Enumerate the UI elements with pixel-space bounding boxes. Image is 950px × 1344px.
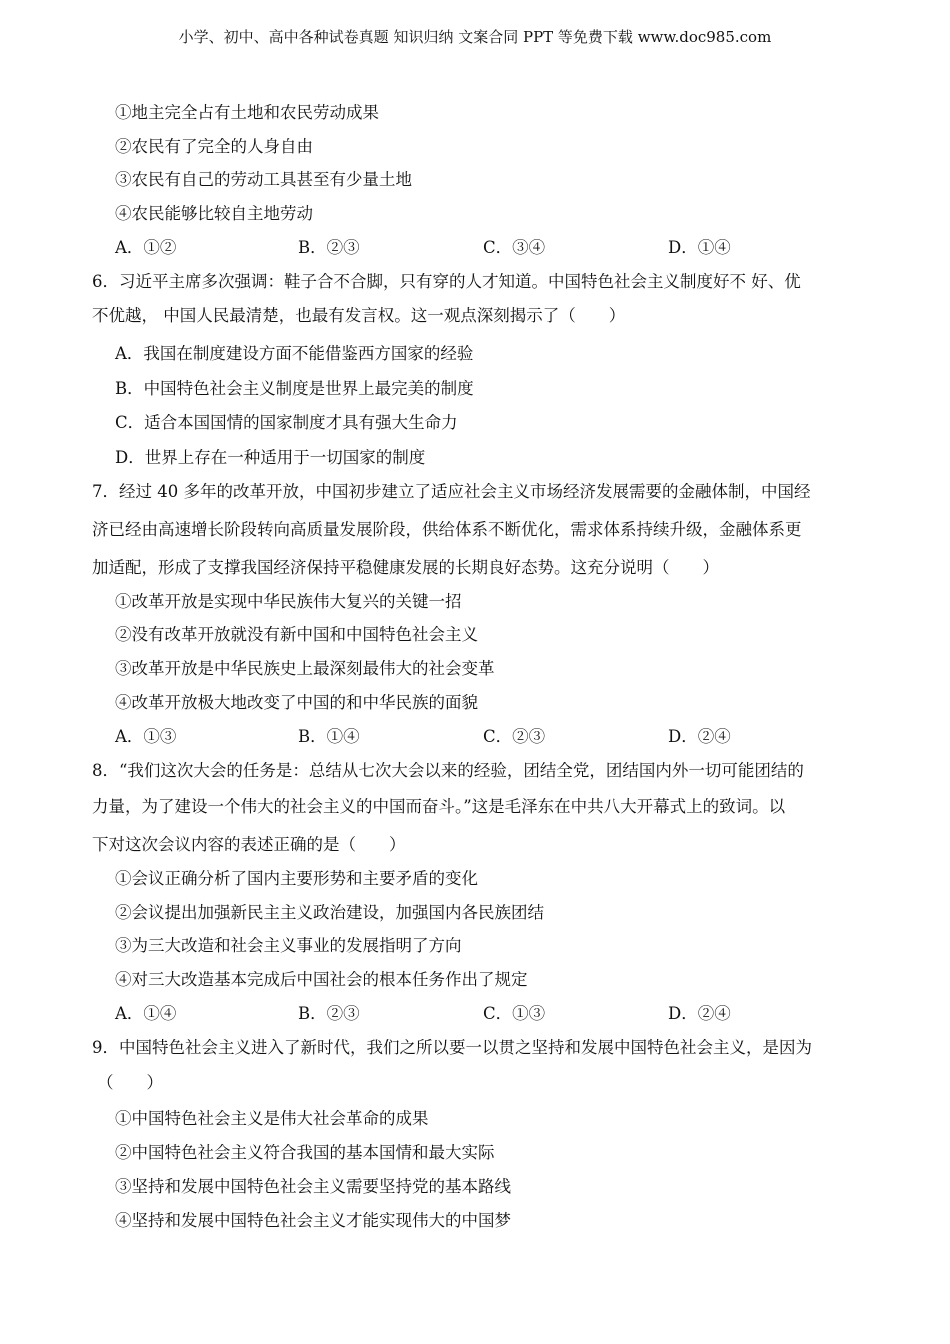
option-c: C．②③ xyxy=(483,727,546,746)
statement: ③坚持和发展中国特色社会主义需要坚持党的基本路线 xyxy=(115,1177,511,1196)
question-stem: 力量，为了建设一个伟大的社会主义的中国而奋斗。”这是毛泽东在中共八大开幕式上的致词。以 xyxy=(92,797,786,816)
statement: ②会议提出加强新民主主义政治建设，加强国内各民族团结 xyxy=(115,903,544,922)
option-b: B．中国特色社会主义制度是世界上最完美的制度 xyxy=(115,379,474,398)
statement: ①改革开放是实现中华民族伟大复兴的关键一招 xyxy=(115,592,462,611)
option-b: B．②③ xyxy=(298,1004,360,1023)
option-c: C．适合本国国情的国家制度才具有强大生命力 xyxy=(115,413,458,432)
option-a: A．①③ xyxy=(115,727,177,746)
page-header: 小学、初中、高中各种试卷真题 知识归纳 文案合同 PPT 等免费下载 www.doc985.com xyxy=(178,28,772,46)
option-d: D．世界上存在一种适用于一切国家的制度 xyxy=(115,448,426,467)
statement: ④改革开放极大地改变了中国的和中华民族的面貌 xyxy=(115,693,478,712)
statement: ③改革开放是中华民族史上最深刻最伟大的社会变革 xyxy=(115,659,495,678)
option-d: D．②④ xyxy=(668,727,731,746)
statement: ③农民有自己的劳动工具甚至有少量土地 xyxy=(115,170,412,189)
statement: ②农民有了完全的人身自由 xyxy=(115,137,313,156)
option-c: C．①③ xyxy=(483,1004,546,1023)
question-stem: 8．“我们这次大会的任务是：总结从七次大会以来的经验，团结全党，团结国内外一切可能团结的 xyxy=(92,761,804,780)
statement: ④农民能够比较自主地劳动 xyxy=(115,204,313,223)
statement: ③为三大改造和社会主义事业的发展指明了方向 xyxy=(115,936,462,955)
option-d: D．①④ xyxy=(668,238,731,257)
statement: ④对三大改造基本完成后中国社会的根本任务作出了规定 xyxy=(115,970,528,989)
statement: ①地主完全占有土地和农民劳动成果 xyxy=(115,103,379,122)
question-stem: 加适配，形成了支撑我国经济保持平稳健康发展的长期良好态势。这充分说明（ ） xyxy=(92,558,719,577)
option-c: C．③④ xyxy=(483,238,546,257)
option-d: D．②④ xyxy=(668,1004,731,1023)
statement: ④坚持和发展中国特色社会主义才能实现伟大的中国梦 xyxy=(115,1211,511,1230)
statement: ①会议正确分析了国内主要形势和主要矛盾的变化 xyxy=(115,869,478,888)
question-stem: 6．习近平主席多次强调：鞋子合不合脚，只有穿的人才知道。中国特色社会主义制度好不 好、优 xyxy=(92,272,801,291)
question-stem: （ ） xyxy=(97,1073,163,1092)
question-stem: 9．中国特色社会主义进入了新时代，我们之所以要一以贯之坚持和发展中国特色社会主义，是因为 xyxy=(92,1038,812,1057)
question-stem: 济已经由高速增长阶段转向高质量发展阶段，供给体系不断优化，需求体系持续升级，金融体系更 xyxy=(92,520,802,539)
statement: ②没有改革开放就没有新中国和中国特色社会主义 xyxy=(115,625,478,644)
question-stem: 不优越， 中国人民最清楚，也最有发言权。这一观点深刻揭示了（ ） xyxy=(92,306,626,325)
option-a: A．我国在制度建设方面不能借鉴西方国家的经验 xyxy=(115,344,474,363)
option-a: A．①④ xyxy=(115,1004,177,1023)
option-b: B．①④ xyxy=(298,727,360,746)
option-b: B．②③ xyxy=(298,238,360,257)
statement: ①中国特色社会主义是伟大社会革命的成果 xyxy=(115,1109,429,1128)
question-stem: 下对这次会议内容的表述正确的是（ ） xyxy=(92,835,406,854)
option-a: A．①② xyxy=(115,238,177,257)
question-stem: 7．经过 40 多年的改革开放，中国初步建立了适应社会主义市场经济发展需要的金融体制，中国经 xyxy=(92,482,811,501)
statement: ②中国特色社会主义符合我国的基本国情和最大实际 xyxy=(115,1143,495,1162)
